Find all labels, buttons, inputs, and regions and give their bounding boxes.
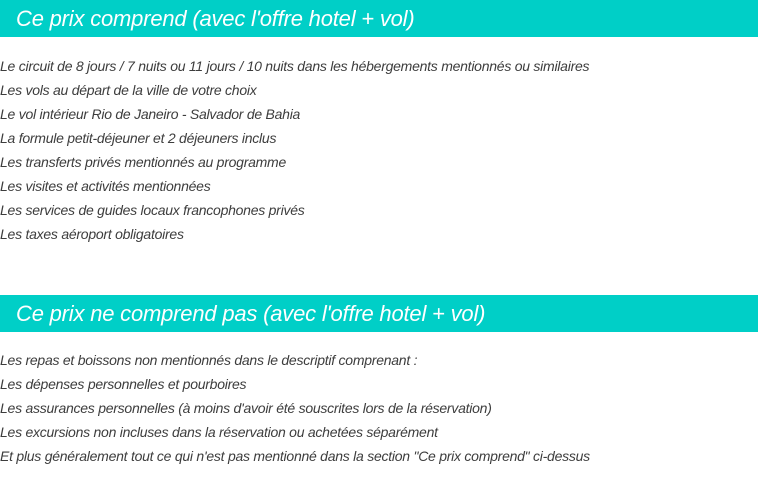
excluded-item: Les assurances personnelles (à moins d'avoir été souscrites lors de la réservation): [0, 400, 492, 416]
included-item: Les visites et activités mentionnées: [0, 178, 211, 194]
excluded-item: Les excursions non incluses dans la réservation ou achetées séparément: [0, 424, 438, 440]
excluded-header-banner: [0, 295, 758, 332]
excluded-title: Ce prix ne comprend pas (avec l'offre hotel + vol): [16, 301, 486, 326]
excluded-item: Les repas et boissons non mentionnés dans le descriptif comprenant :: [0, 352, 418, 368]
included-title: Ce prix comprend (avec l'offre hotel + vol): [16, 6, 415, 31]
excluded-item: Les dépenses personnelles et pourboires: [0, 376, 247, 392]
included-header-banner: [0, 0, 758, 37]
excluded-section: [0, 295, 758, 468]
included-item: Les services de guides locaux francophones privés: [0, 202, 305, 218]
excluded-item: Et plus généralement tout ce qui n'est pas mentionné dans la section "Ce prix comprend" ci-dessus: [0, 448, 590, 464]
included-item: Le circuit de 8 jours / 7 nuits ou 11 jours / 10 nuits dans les hébergements mentionnés ou similaires: [0, 58, 590, 74]
included-list: [0, 54, 758, 246]
included-item: Les vols au départ de la ville de votre choix: [0, 82, 257, 98]
included-item: Le vol intérieur Rio de Janeiro - Salvador de Bahia: [0, 106, 301, 122]
excluded-list: [0, 348, 758, 468]
included-item: Les taxes aéroport obligatoires: [0, 226, 184, 242]
included-item: La formule petit-déjeuner et 2 déjeuners inclus: [0, 130, 277, 146]
included-item: Les transferts privés mentionnés au programme: [0, 154, 286, 170]
